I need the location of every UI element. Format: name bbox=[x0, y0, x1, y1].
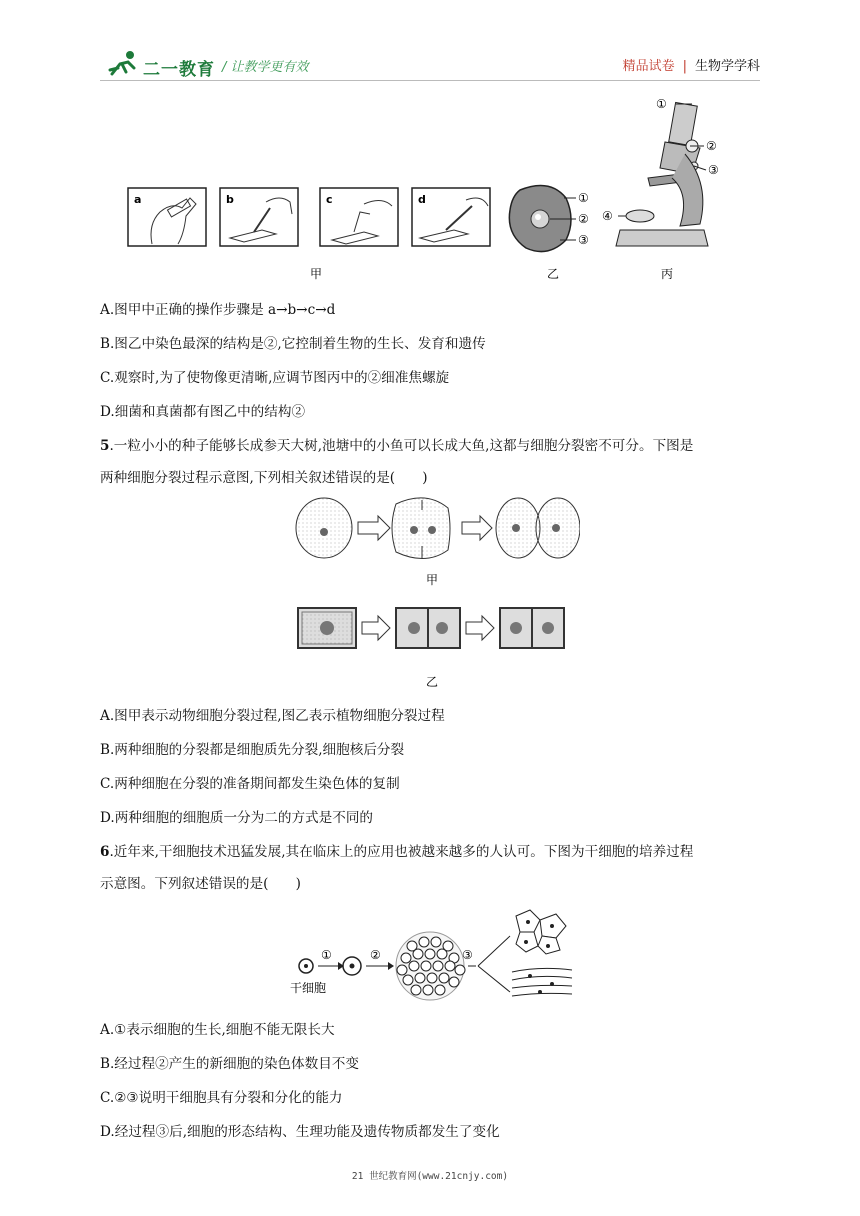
stem-cell-process bbox=[299, 910, 572, 1000]
brand-slogan: / 让教学更有效 bbox=[222, 60, 309, 75]
q6-step-3: ③ bbox=[462, 948, 473, 962]
panel-d bbox=[412, 188, 490, 246]
q6-stem-cell-label: 干细胞 bbox=[290, 981, 327, 995]
q5-option-c: C.两种细胞在分裂的准备期间都发生染色体的复制 bbox=[100, 776, 400, 792]
panel-a bbox=[128, 188, 206, 246]
header-divider bbox=[100, 80, 760, 81]
brand-name: 二一教育 bbox=[143, 60, 215, 80]
cell-label-3: ③ bbox=[578, 233, 589, 247]
header-right bbox=[623, 55, 760, 74]
plant-cell-division bbox=[298, 608, 564, 648]
panel-c bbox=[320, 188, 398, 246]
header-separator: | bbox=[682, 59, 687, 74]
panel-a-label: a bbox=[134, 193, 142, 206]
page-footer: 21 世纪教育网(www.21cnjy.com) bbox=[351, 1171, 509, 1182]
q5-number: 5 bbox=[100, 438, 110, 454]
paper-tag: 精品试卷 bbox=[622, 59, 675, 74]
panel-b-label: b bbox=[226, 193, 234, 206]
cell-label-1: ① bbox=[578, 191, 589, 205]
subject-label: 生物学学科 bbox=[694, 59, 760, 74]
q4-option-c: C.观察时,为了使物像更清晰,应调节图丙中的②细准焦螺旋 bbox=[100, 370, 450, 386]
q4-option-d: D.细菌和真菌都有图乙中的结构② bbox=[100, 404, 306, 420]
q5-caption-jia: 甲 bbox=[426, 573, 439, 587]
microscope-label-1: ① bbox=[656, 97, 667, 111]
cell-label-2: ② bbox=[578, 212, 589, 226]
q5-stem-line2: 两种细胞分裂过程示意图,下列相关叙述错误的是( ) bbox=[100, 470, 428, 486]
cell-cluster bbox=[396, 932, 465, 1000]
differentiated-cells-bottom bbox=[512, 968, 572, 996]
caption-jia: 甲 bbox=[310, 267, 323, 281]
panel-b bbox=[220, 188, 298, 246]
q6-stem-line2: 示意图。下列叙述错误的是( ) bbox=[100, 876, 301, 892]
animal-cell-division bbox=[296, 498, 580, 559]
q5-figure bbox=[290, 494, 580, 694]
q5-option-a: A.图甲表示动物细胞分裂过程,图乙表示植物细胞分裂过程 bbox=[100, 708, 445, 724]
caption-bing: 丙 bbox=[661, 267, 674, 281]
q6-stem-line1 bbox=[100, 842, 693, 862]
panel-c-label: c bbox=[326, 193, 333, 206]
panel-d-label: d bbox=[418, 193, 426, 206]
microscope-label-2: ② bbox=[706, 139, 717, 153]
cheek-cell-diagram bbox=[509, 186, 588, 252]
q4-figure bbox=[120, 94, 720, 289]
q4-option-a: A.图甲中正确的操作步骤是 a→b→c→d bbox=[100, 302, 336, 318]
q6-option-c: C.②③说明干细胞具有分裂和分化的能力 bbox=[100, 1090, 343, 1106]
q5-option-d: D.两种细胞的细胞质一分为二的方式是不同的 bbox=[100, 810, 374, 826]
microscope-diagram bbox=[602, 97, 719, 246]
q6-number: 6 bbox=[100, 844, 110, 860]
caption-yi: 乙 bbox=[547, 267, 560, 281]
q4-option-b: B.图乙中染色最深的结构是②,它控制着生物的生长、发育和遗传 bbox=[100, 336, 486, 352]
q6-figure bbox=[290, 906, 580, 1006]
q6-step-2: ② bbox=[370, 948, 381, 962]
q6-option-a: A.①表示细胞的生长,细胞不能无限长大 bbox=[100, 1022, 335, 1038]
q6-stem-text: .近年来,干细胞技术迅猛发展,其在临床上的应用也被越来越多的人认可。下图为干细胞的培养过程 bbox=[109, 844, 694, 860]
microscope-label-3: ③ bbox=[708, 163, 719, 177]
q5-caption-yi: 乙 bbox=[426, 675, 439, 689]
q5-stem-line1 bbox=[100, 436, 693, 456]
microscope-label-4: ④ bbox=[602, 209, 613, 223]
q6-option-d: D.经过程③后,细胞的形态结构、生理功能及遗传物质都发生了变化 bbox=[100, 1124, 500, 1140]
q5-option-b: B.两种细胞的分裂都是细胞质先分裂,细胞核后分裂 bbox=[100, 742, 405, 758]
q5-stem-text: .一粒小小的种子能够长成参天大树,池塘中的小鱼可以长成大鱼,这都与细胞分裂密不可分。下图是 bbox=[109, 438, 694, 454]
runner-logo-icon bbox=[108, 50, 142, 78]
q6-step-1: ① bbox=[321, 948, 332, 962]
differentiated-cells-top bbox=[516, 910, 566, 954]
q6-option-b: B.经过程②产生的新细胞的染色体数目不变 bbox=[100, 1056, 359, 1072]
